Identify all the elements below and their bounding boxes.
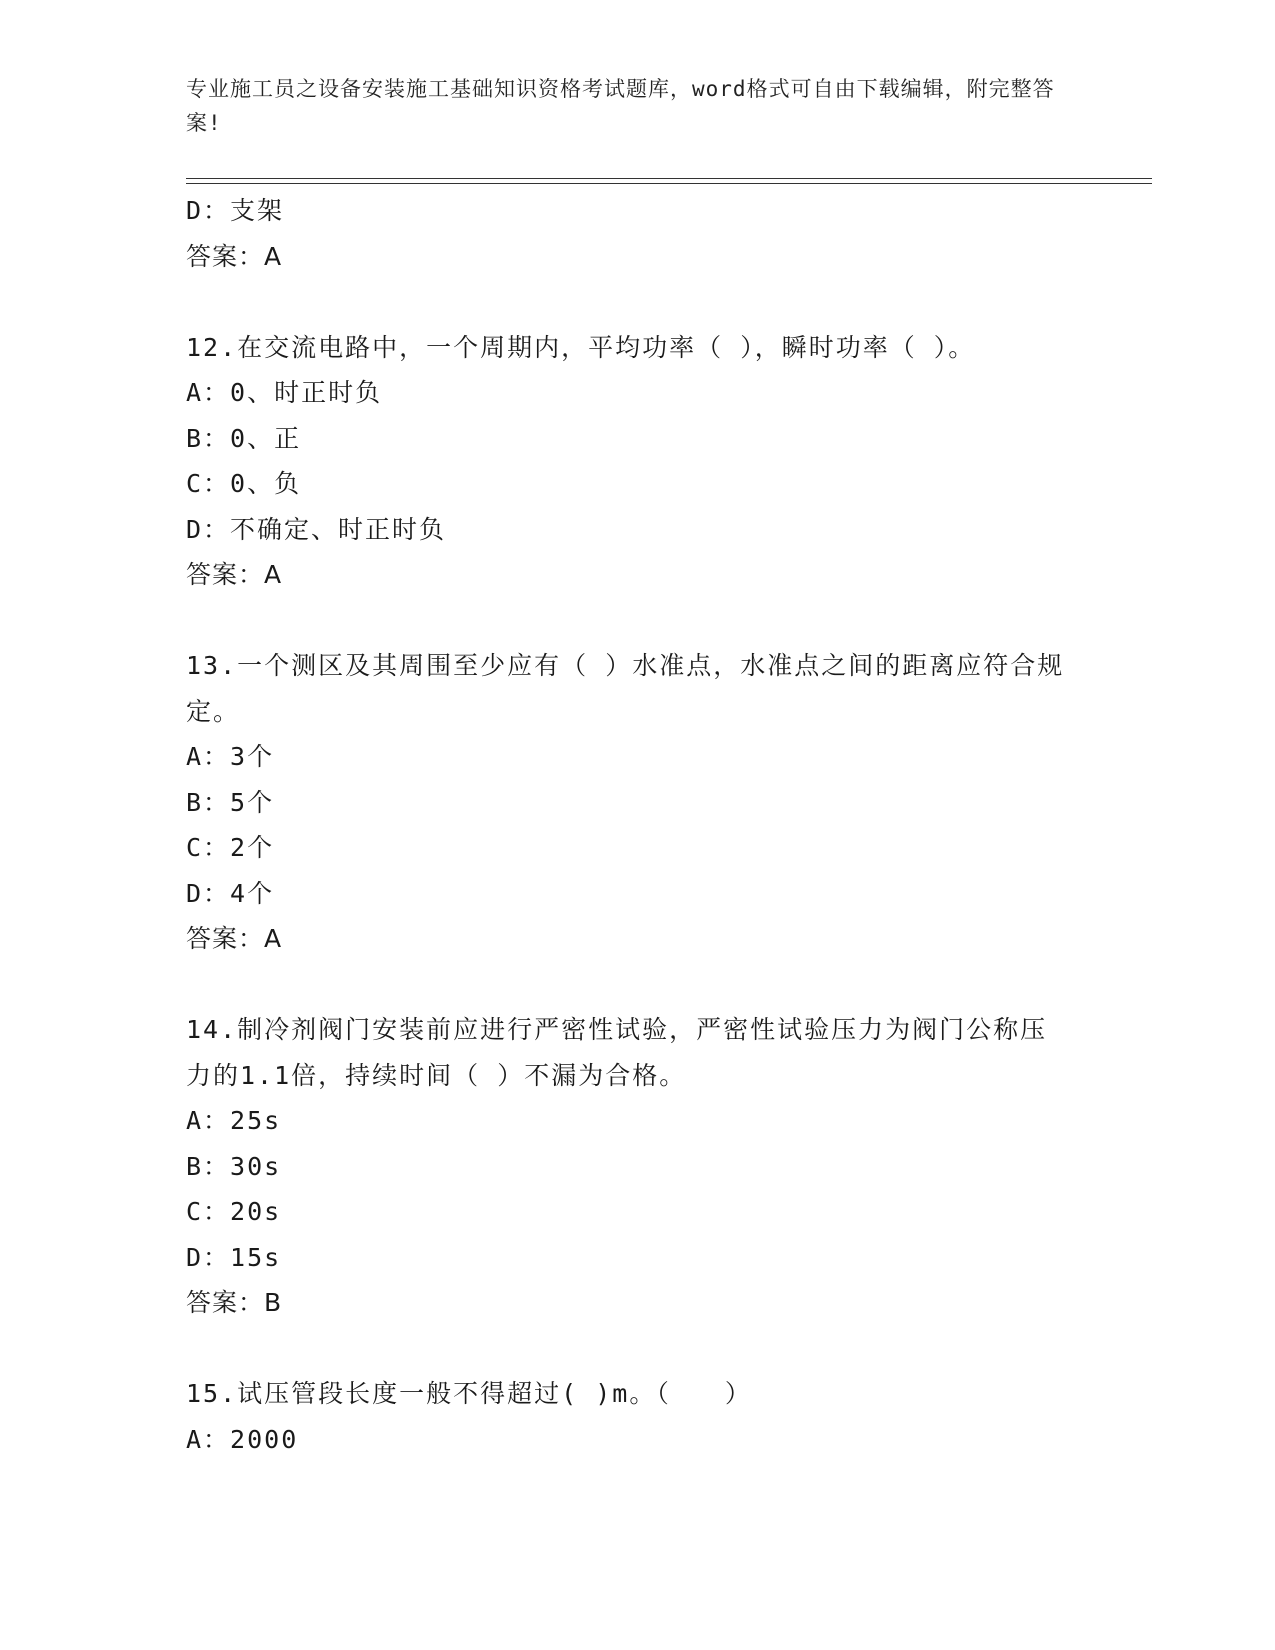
option-c: C：0、负	[186, 469, 302, 498]
question-stem: 15.试压管段长度一般不得超过( )m。（ ）	[186, 1379, 752, 1408]
option-a: A：0、时正时负	[186, 378, 383, 407]
question-stem: 14.制冷剂阀门安装前应进行严密性试验，严密性试验压力为阀门公称压力的1.1倍，持续时间（ ）不漏为合格。	[186, 1015, 1048, 1090]
option-d: D：15s	[186, 1242, 282, 1272]
question-stem: 13.一个测区及其周围至少应有（ ）水准点，水准点之间的距离应符合规定。	[186, 651, 1065, 726]
question-13	[186, 643, 1086, 962]
option-d: D：4个	[186, 878, 275, 908]
option-b: B：30s	[186, 1151, 282, 1181]
option-a: A：2000	[186, 1424, 299, 1454]
spacer	[186, 598, 1086, 644]
question-12	[186, 325, 1086, 598]
option-c: C：20s	[186, 1197, 282, 1226]
option-a: A：25s	[186, 1106, 282, 1135]
question-14	[186, 1007, 1086, 1326]
answer-line: 答案：A	[186, 241, 283, 271]
option-d: D：支架	[186, 196, 285, 225]
answer-line: 答案：A	[186, 924, 283, 953]
question-15	[186, 1371, 1086, 1462]
option-d: D：不确定、时正时负	[186, 514, 447, 544]
option-c: C：2个	[186, 833, 275, 862]
spacer	[186, 962, 1086, 1008]
header-divider-top	[186, 178, 1152, 179]
question-stem: 12.在交流电路中，一个周期内，平均功率（ ），瞬时功率（ ）。	[186, 332, 976, 362]
header-divider-bottom	[186, 183, 1152, 184]
header-title: 专业施工员之设备安装施工基础知识资格考试题库，word格式可自由下载编辑，附完整答案!	[186, 77, 1055, 135]
spacer	[186, 1326, 1086, 1372]
question-list	[186, 188, 1086, 1462]
document-header	[186, 72, 1086, 140]
answer-line: 答案：A	[186, 560, 283, 589]
spacer	[186, 279, 1086, 325]
option-b: B：0、正	[186, 423, 302, 453]
option-b: B：5个	[186, 787, 275, 817]
answer-line: 答案：B	[186, 1288, 283, 1317]
option-a: A：3个	[186, 742, 275, 771]
